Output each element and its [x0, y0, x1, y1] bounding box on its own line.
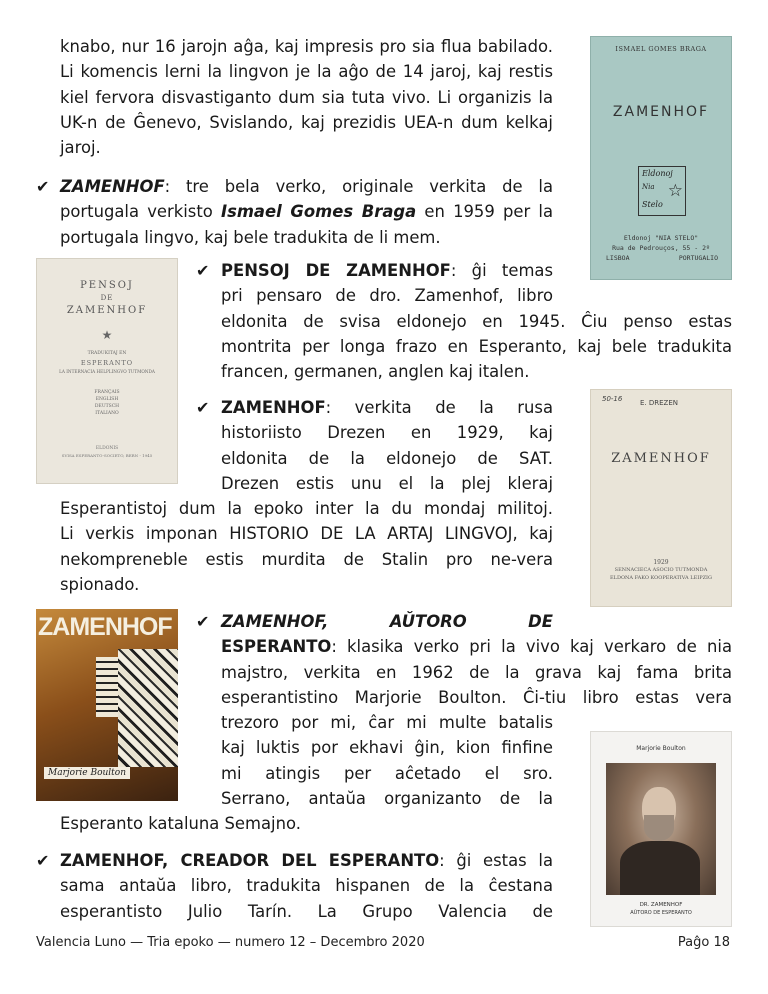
- stamp-text: Eldonoj: [642, 169, 673, 178]
- cover-title: ZAMENHOF: [612, 104, 710, 120]
- cover-title: ZAMENHOF: [38, 613, 172, 641]
- cover-title: DR. ZAMENHOF: [639, 902, 683, 908]
- text-line: Serrano, antaŭa organizanto de la: [221, 789, 553, 809]
- text-line: ZAMENHOF: verkita de la rusa: [221, 398, 553, 417]
- cover-subtitle: TRADUKITAJ EN: [87, 351, 127, 356]
- cover-publisher: Eldonoj "NIA STELO": [623, 234, 699, 242]
- text-line: esperantisto Julio Tarín. La Grupo Valencia de: [60, 901, 553, 921]
- text-line: Esperanto kataluna Semajno.: [60, 814, 301, 834]
- item-creador-text: [60, 848, 553, 924]
- text-line: trezoro por mi, ĉar mi multe batalis: [221, 713, 553, 733]
- text-line: esperantistino Marjorie Boulton. Ĉi-tiu libro estas vera: [221, 687, 732, 707]
- cover-language: ENGLISH: [95, 397, 119, 402]
- item-drezen-text: [60, 395, 553, 597]
- cover-author: E. DREZEN: [640, 399, 679, 407]
- item-pensoj-text: [221, 258, 732, 384]
- handwritten-note: 50-16: [602, 395, 623, 403]
- text-line: mi atingis per aĉetado el sro.: [221, 763, 553, 783]
- book-cover-drezen: [590, 389, 732, 607]
- text-line: Drezen estis unu el la plej kleraj: [221, 473, 553, 493]
- text-line: ZAMENHOF, AŬTORO DE: [221, 612, 553, 631]
- item-title: ZAMENHOF: [60, 177, 165, 196]
- cover-language: DEUTSCH: [94, 404, 120, 409]
- text-line: francen, germanen, anglen kaj italen.: [221, 362, 530, 382]
- star-icon: ★: [101, 328, 113, 342]
- text-line: sama antaŭa libro, tradukita hispanen de la ĉestana: [60, 876, 553, 896]
- checkmark-icon: ✔: [196, 612, 210, 631]
- text-line: pri pensaro de dro. Zamenhof, libro: [221, 286, 553, 306]
- text-line: Li verkis imponan HISTORIO DE LA ARTAJ LINGVOJ, kaj: [60, 524, 553, 544]
- cover-publisher: SVISA ESPERANTO-SOCIETO, BERN - 1945: [61, 453, 153, 458]
- text-line: kaj luktis por ekhavi ĝin, kion finfine: [221, 738, 553, 758]
- checkmark-icon: ✔: [196, 398, 210, 417]
- book-cover-boulton: [590, 731, 732, 927]
- text-line: ESPERANTO: klasika verko pri la vivo kaj verkaro de nia: [221, 637, 732, 657]
- text-line: eldonita de la eldonejo de SAT.: [221, 448, 553, 468]
- item-text: : tre bela verko, originale verkita de la portugala verkisto: [60, 177, 553, 222]
- portrait-photo: [606, 763, 716, 895]
- item-title: ZAMENHOF: [221, 398, 326, 417]
- cover-country: PORTUGALIO: [678, 254, 718, 262]
- cover-subtitle: LA INTERNACIA HELPLINGVO TUTMONDA: [59, 369, 155, 374]
- cover-author: Marjorie Boulton: [44, 767, 130, 779]
- checkmark-icon: ✔: [36, 851, 50, 870]
- item-text: en 1959 per la portugala lingvo, kaj bele tradukita de li mem.: [60, 202, 553, 247]
- text-line: [221, 258, 553, 283]
- cover-author: ISMAEL GOMES BRAGA: [615, 45, 707, 53]
- cover-language: FRANÇAIS: [94, 390, 120, 395]
- text-line: ZAMENHOF, CREADOR DEL ESPERANTO: ĝi estas la: [60, 851, 554, 870]
- footer-left: Valencia Luno — Tria epoko — numero 12 – Decembro 2020: [36, 935, 425, 950]
- portrait-body: [620, 841, 700, 895]
- text-line: nekompreneble estis murdita de Stalin pro ne-vera: [60, 549, 553, 569]
- cover-title: DE: [100, 294, 114, 302]
- item-title: PENSOJ DE ZAMENHOF: [221, 261, 451, 280]
- checkmark-icon: ✔: [196, 261, 210, 280]
- portrait-beard: [644, 815, 674, 841]
- text-line: eldonita de svisa eldonejo en 1945. Ĉiu penso estas: [221, 311, 732, 331]
- cover-subtitle: AŬTORO DE ESPERANTO: [630, 910, 692, 916]
- cover-publisher: ELDONIS: [95, 446, 119, 451]
- cover-address: Rua de Pedrouços, 55 - 2º: [612, 244, 710, 252]
- stamp-text: Stelo: [642, 200, 663, 209]
- stamp-logo: [638, 166, 686, 216]
- book-cover-braga: [590, 36, 732, 280]
- cover-title: ZAMENHOF: [611, 451, 711, 466]
- cover-year: 1929: [653, 559, 669, 566]
- text-line: historiisto Drezen en 1929, kaj: [221, 423, 553, 443]
- page-number: Paĝo 18: [677, 935, 730, 950]
- text-line: majstro, verkita en 1962 de la grava kaj fama brita: [221, 662, 732, 682]
- text-line: spionado.: [60, 575, 140, 595]
- item-zamenhof-braga: [60, 174, 553, 250]
- item-title: ZAMENHOF, CREADOR DEL ESPERANTO: [60, 851, 440, 870]
- item-text: : ĝi temas: [450, 261, 553, 280]
- cover-publisher: ELDONA FAKO KOOPERATIVA LEIPZIG: [609, 575, 713, 581]
- cover-title: PENSOJ: [80, 280, 134, 291]
- cover-title: ZAMENHOF: [66, 305, 148, 316]
- checkmark-icon: ✔: [36, 177, 50, 196]
- cover-author: Marjorie Boulton: [636, 745, 686, 752]
- text-line: Esperantistoj dum la epoko inter la du mondaj militoj.: [60, 499, 553, 519]
- cover-language: ITALIANO: [95, 411, 119, 416]
- cover-publisher: SENNACIECA ASOCIO TUTMONDA: [614, 567, 708, 573]
- stamp-text: Nia: [642, 183, 655, 191]
- star-icon: ☆: [667, 181, 683, 201]
- paragraph-intro: knabo, nur 16 jarojn aĝa, kaj impresis pro sia flua babilado. Li komencis lerni la lingvon je la aĝo de 14 jaroj, kaj restis kiel fervora disvastiganto dum sia tuta vivo. Li organizis la UK-n de Ĝenevo, Svislando, kaj prezidis UEA-n dum kelkaj jaroj.: [60, 37, 553, 158]
- cover-subtitle: ESPERANTO: [80, 359, 134, 367]
- text-line: montrita per longa frazo en Esperanto, kaj bele tradukita: [221, 336, 732, 356]
- cover-city: LISBOA: [606, 254, 630, 262]
- author-name: Ismael Gomes Braga: [220, 202, 417, 222]
